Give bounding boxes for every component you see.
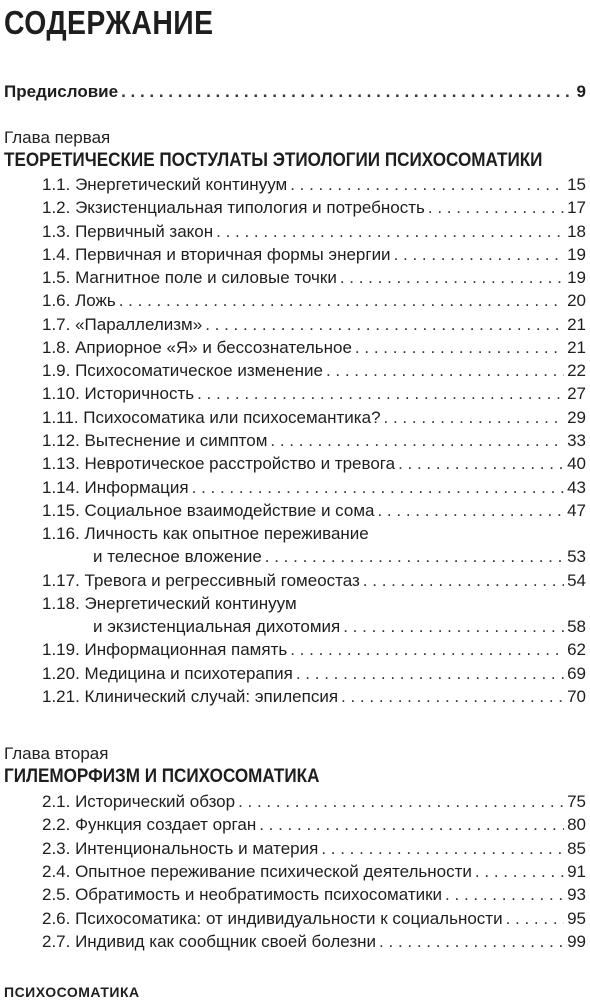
toc-entry-text-continued: и экзистенциальная дихотомия <box>93 617 341 637</box>
dot-leader <box>506 909 564 929</box>
toc-page-number: 85 <box>567 838 586 858</box>
dot-leader <box>119 291 564 311</box>
toc-entry-text: 1.17. Тревога и регрессивный гомеостаз <box>42 570 360 590</box>
dot-leader <box>428 198 564 218</box>
toc-entry-text: 1.16. Личность как опытное переживание <box>42 524 369 544</box>
toc-page-number: 70 <box>567 686 586 706</box>
dot-leader <box>265 547 564 567</box>
toc-page-number: 95 <box>567 908 586 928</box>
dot-leader <box>394 245 565 265</box>
toc-entry-text: 1.11. Психосоматика или психосемантика? <box>42 407 381 427</box>
toc-entry-text: 2.1. Исторический обзор <box>42 792 236 811</box>
dot-leader <box>192 478 564 498</box>
chapter-label: Глава первая <box>4 128 111 147</box>
toc-entry[interactable] <box>42 571 586 591</box>
dot-leader <box>355 338 564 358</box>
toc-page-number: 93 <box>567 885 586 905</box>
toc-entry-text: 2.4. Опытное переживание психической деятельности <box>42 861 472 881</box>
toc-entry-text: 1.5. Магнитное поле и силовые точки <box>42 268 337 288</box>
dot-leader <box>343 617 564 637</box>
toc-entry[interactable] <box>42 315 586 335</box>
toc-entry[interactable] <box>42 862 586 882</box>
toc-entry[interactable] <box>42 245 586 265</box>
toc-entry-text: 1.9. Психосоматическое изменение <box>42 361 323 381</box>
toc-entry[interactable] <box>42 664 586 684</box>
toc-entry[interactable] <box>42 408 586 428</box>
dot-leader <box>270 431 564 451</box>
toc-page-number: 33 <box>567 430 586 450</box>
toc-entry[interactable] <box>42 175 586 195</box>
toc-page-number: 22 <box>567 361 586 381</box>
toc-entry[interactable] <box>42 361 586 381</box>
toc-entry[interactable] <box>93 617 586 637</box>
toc-entry-text: 2.3. Интенциональность и материя <box>42 838 319 858</box>
running-footer: ПСИХОСОМАТИКА <box>4 984 140 1000</box>
toc-page-number: 21 <box>567 337 586 357</box>
toc-page-number: 58 <box>567 617 586 637</box>
dot-leader <box>238 792 564 812</box>
toc-entry-text: 1.12. Вытеснение и симптом <box>42 430 268 450</box>
toc-page-number: 80 <box>567 815 586 835</box>
toc-entry[interactable] <box>42 501 586 521</box>
toc-entry-text: 1.19. Информационная память <box>42 640 288 660</box>
chapter-title: ГИЛЕМОРФИЗМ И ПСИХОСОМАТИКА <box>4 766 320 787</box>
toc-entry-text: 1.7. «Параллелизм» <box>42 314 203 334</box>
toc-page-number: 20 <box>567 291 586 311</box>
dot-leader <box>363 571 564 591</box>
toc-page-number: 47 <box>567 500 586 520</box>
toc-entry[interactable] <box>42 222 586 242</box>
toc-entry-text: 2.7. Индивид как сообщник своей болезни <box>42 931 377 951</box>
toc-entry[interactable] <box>42 268 586 288</box>
toc-entry[interactable] <box>42 454 586 474</box>
toc-page-number: 53 <box>567 547 586 567</box>
toc-page-number: 69 <box>567 663 586 683</box>
dot-leader <box>121 82 573 102</box>
dot-leader <box>216 222 564 242</box>
page-title: СОДЕРЖАНИЕ <box>4 4 214 41</box>
dot-leader <box>296 664 564 684</box>
toc-page-number: 19 <box>567 268 586 288</box>
toc-page-number: 40 <box>567 454 586 474</box>
toc-entry-text: 1.8. Априорное «Я» и бессознательное <box>42 337 352 357</box>
toc-entry[interactable] <box>42 909 586 929</box>
chapter-label: Глава вторая <box>4 744 109 763</box>
toc-entry-text: 1.1. Энергетический континуум <box>42 175 288 194</box>
toc-entry[interactable] <box>42 291 586 311</box>
dot-leader <box>321 839 564 859</box>
dot-leader <box>341 687 564 707</box>
toc-entry[interactable] <box>42 932 586 952</box>
dot-leader <box>377 501 564 521</box>
dot-leader <box>326 361 564 381</box>
toc-page-number: 9 <box>576 82 586 101</box>
toc-entry-text: 1.14. Информация <box>42 477 189 497</box>
toc-entry-text: Предисловие <box>4 82 119 101</box>
toc-entry[interactable] <box>42 640 586 660</box>
dot-leader <box>398 454 564 474</box>
toc-entry-text: 2.5. Обратимость и необратимость психосоматики <box>42 885 443 905</box>
toc-entry-text: 1.6. Ложь <box>42 291 116 311</box>
toc-entry[interactable] <box>42 384 586 404</box>
toc-page-number: 62 <box>567 640 586 660</box>
toc-page-number: 18 <box>567 221 586 241</box>
dot-leader <box>290 175 564 195</box>
toc-page-number: 91 <box>567 861 586 881</box>
toc-page-number: 17 <box>567 198 586 218</box>
toc-entry-text: 1.4. Первичная и вторичная формы энергии <box>42 244 391 264</box>
dot-leader <box>340 268 564 288</box>
dot-leader <box>475 862 564 882</box>
toc-page-number: 27 <box>567 384 586 404</box>
toc-entry-preface[interactable] <box>4 82 586 102</box>
toc-entry[interactable] <box>42 885 586 905</box>
toc-entry[interactable] <box>42 198 586 218</box>
toc-entry-text: 1.18. Энергетический континуум <box>42 593 297 613</box>
chapter-title: ТЕОРЕТИЧЕСКИЕ ПОСТУЛАТЫ ЭТИОЛОГИИ ПСИХОСОМАТИКИ <box>4 150 543 171</box>
toc-entry[interactable] <box>42 815 586 835</box>
toc-entry[interactable] <box>93 547 586 567</box>
toc-page-number: 99 <box>567 931 586 951</box>
toc-entry-text: 1.2. Экзистенциальная типология и потребность <box>42 198 425 218</box>
toc-entry[interactable] <box>42 338 586 358</box>
toc-entry-text: 2.2. Функция создает орган <box>42 815 257 835</box>
toc-entry[interactable] <box>42 839 586 859</box>
dot-leader <box>445 885 564 905</box>
toc-page-number: 43 <box>567 477 586 497</box>
toc-page-number: 75 <box>567 792 586 811</box>
toc-entry-text: 1.15. Социальное взаимодействие и сома <box>42 500 375 520</box>
toc-entry-text: 1.10. Историчность <box>42 384 195 404</box>
toc-page-number: 19 <box>567 244 586 264</box>
dot-leader <box>290 640 564 660</box>
toc-page-number: 21 <box>567 314 586 334</box>
toc-entry-text: 1.21. Клинический случай: эпилепсия <box>42 686 339 706</box>
toc-entry[interactable] <box>42 792 586 812</box>
dot-leader <box>259 815 564 835</box>
toc-entry-text: 2.6. Психосоматика: от индивидуальности к социальности <box>42 908 503 928</box>
dot-leader <box>379 932 564 952</box>
toc-entry-text: 1.20. Медицина и психотерапия <box>42 663 293 683</box>
dot-leader <box>384 408 565 428</box>
toc-entry[interactable] <box>42 478 586 498</box>
toc-entry-text-continued: и телесное вложение <box>93 547 262 567</box>
dot-leader <box>197 384 564 404</box>
toc-entry-text: 1.13. Невротическое расстройство и тревога <box>42 454 396 474</box>
toc-entry-text: 1.3. Первичный закон <box>42 221 214 241</box>
toc-entry[interactable] <box>42 431 586 451</box>
toc-page-number: 15 <box>567 175 586 194</box>
dot-leader <box>205 315 564 335</box>
toc-entry[interactable] <box>42 687 586 707</box>
toc-page-number: 54 <box>567 570 586 590</box>
toc-page-number: 29 <box>567 407 586 427</box>
